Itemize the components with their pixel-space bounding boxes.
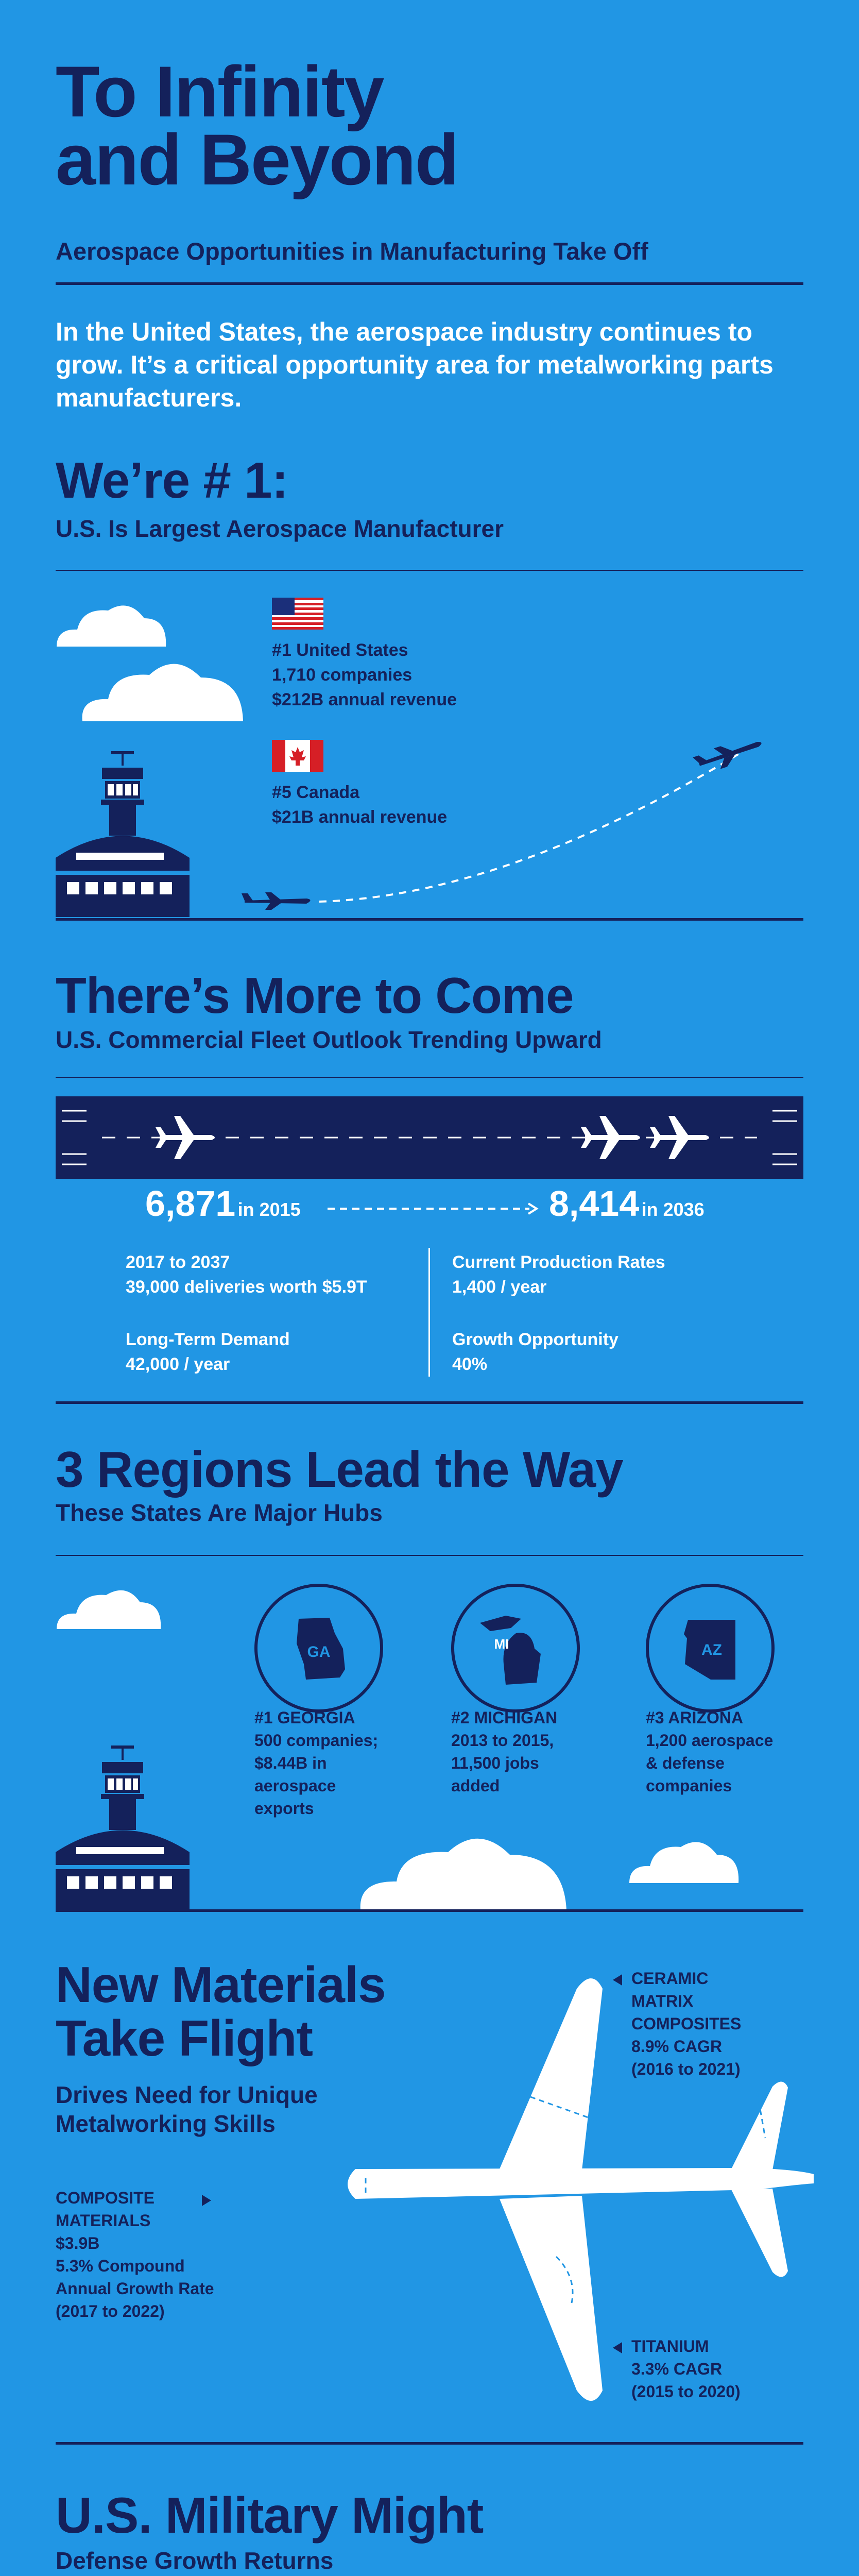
canada-revenue: $21B annual revenue [272, 807, 448, 827]
us-stats [272, 638, 457, 712]
composite-line: (2017 to 2022) [56, 2302, 165, 2320]
airplane-icon [335, 1968, 819, 2432]
cloud-icon [51, 1583, 165, 1632]
divider [56, 570, 803, 571]
fleet-2036-label: in 2036 [641, 1199, 705, 1220]
divider [56, 282, 803, 285]
runway [56, 1096, 803, 1179]
section4-subtitle-line1: Drives Need for Unique [56, 2081, 318, 2108]
small-plane-icon [692, 734, 765, 776]
georgia-stats [254, 1706, 378, 1820]
stat-deliveries-value: 39,000 deliveries worth $5.9T [126, 1277, 367, 1297]
cloud-icon [51, 598, 170, 649]
georgia-line: aerospace [254, 1776, 336, 1795]
stat-demand-title: Long-Term Demand [126, 1330, 290, 1349]
us-flag-icon [272, 598, 323, 630]
composite-name: COMPOSITE [56, 2189, 155, 2207]
section5-subtitle: Defense Growth Returns [56, 2547, 334, 2574]
michigan-abbr: MI [494, 1636, 509, 1652]
divider [56, 1555, 803, 1556]
georgia-line: $8.44B in [254, 1754, 327, 1772]
georgia-badge [254, 1584, 383, 1713]
title-line-2: and Beyond [56, 119, 458, 200]
canada-rank: #5 Canada [272, 783, 360, 802]
michigan-stats [451, 1706, 557, 1797]
section4-title-line2: Take Flight [56, 2010, 313, 2066]
stat-demand-value: 42,000 / year [126, 1354, 230, 1374]
pointer-left-icon [613, 2342, 622, 2353]
airport-tower-icon [56, 1741, 210, 1911]
arizona-abbr: AZ [701, 1641, 722, 1658]
michigan-rank: #2 MICHIGAN [451, 1708, 558, 1727]
michigan-line: added [451, 1776, 500, 1795]
cloud-icon [355, 1824, 572, 1912]
arizona-rank: #3 ARIZONA [646, 1708, 744, 1727]
ceramic-name: COMPOSITES [631, 2014, 742, 2033]
divider [56, 2442, 803, 2445]
arizona-line: & defense [646, 1754, 725, 1772]
composite-label [56, 2187, 214, 2323]
divider [56, 1077, 803, 1078]
page-subtitle: Aerospace Opportunities in Manufacturing Take Off [56, 238, 648, 265]
georgia-line: exports [254, 1799, 314, 1818]
page-title [56, 51, 458, 200]
composite-value: $3.9B [56, 2234, 100, 2252]
georgia-line: 500 companies; [254, 1731, 379, 1750]
stat-production-value: 1,400 / year [452, 1277, 547, 1297]
ceramic-label [631, 1967, 741, 2080]
section4-subtitle-line2: Metalworking Skills [56, 2110, 276, 2137]
georgia-abbr: GA [307, 1643, 331, 1660]
section3-subtitle: These States Are Major Hubs [56, 1499, 383, 1526]
georgia-map-icon [257, 1587, 380, 1709]
michigan-line: 11,500 jobs [451, 1754, 539, 1772]
cloud-icon [624, 1834, 743, 1886]
title-line-1: To Infinity [56, 51, 384, 132]
airport-tower-icon [56, 747, 210, 917]
titanium-period: (2015 to 2020) [631, 2382, 741, 2401]
stat-growth [452, 1327, 619, 1377]
fleet-2036 [549, 1183, 705, 1224]
titanium-label [631, 2335, 741, 2403]
stats-divider [428, 1248, 430, 1377]
us-companies: 1,710 companies [272, 665, 413, 685]
section1-title: We’re # 1: [56, 452, 288, 509]
arizona-badge [646, 1584, 775, 1713]
section2-subtitle: U.S. Commercial Fleet Outlook Trending Upward [56, 1026, 602, 1053]
stat-production [452, 1250, 665, 1299]
pointer-left-icon [613, 1974, 622, 1986]
fleet-2015-value: 6,871 [145, 1183, 236, 1224]
us-rank: #1 United States [272, 640, 408, 660]
michigan-map-icon [454, 1587, 577, 1709]
section4-title-line1: New Materials [56, 1956, 386, 2013]
georgia-rank: #1 GEORGIA [254, 1708, 355, 1727]
section2-title: There’s More to Come [56, 967, 574, 1024]
composite-line: 5.3% Compound [56, 2257, 185, 2275]
michigan-line: 2013 to 2015, [451, 1731, 554, 1750]
fleet-2036-value: 8,414 [549, 1183, 640, 1224]
ceramic-name: CERAMIC [631, 1969, 709, 1988]
section5-title: U.S. Military Might [56, 2487, 484, 2544]
ceramic-name: MATRIX [631, 1992, 694, 2010]
arizona-map-icon [649, 1587, 771, 1709]
flight-path [237, 721, 803, 917]
stat-production-title: Current Production Rates [452, 1252, 665, 1272]
titanium-name: TITANIUM [631, 2337, 709, 2355]
titanium-value: 3.3% CAGR [631, 2360, 723, 2378]
ceramic-value: 8.9% CAGR [631, 2037, 723, 2056]
stat-deliveries-title: 2017 to 2037 [126, 1252, 230, 1272]
pointer-right-icon [202, 2195, 211, 2206]
fleet-2015 [145, 1183, 301, 1224]
us-revenue: $212B annual revenue [272, 690, 457, 709]
arizona-line: 1,200 aerospace [646, 1731, 774, 1750]
section1-subtitle: U.S. Is Largest Aerospace Manufacturer [56, 515, 504, 542]
small-plane-icon [242, 892, 311, 910]
arrow-right-icon [328, 1202, 539, 1215]
michigan-badge [451, 1584, 580, 1713]
fleet-2015-label: in 2015 [237, 1199, 301, 1220]
stat-demand [126, 1327, 290, 1377]
composite-name: MATERIALS [56, 2211, 151, 2230]
section4-subtitle [56, 2080, 318, 2138]
ground-line [56, 1909, 803, 1912]
section3-title: 3 Regions Lead the Way [56, 1441, 623, 1498]
intro-text: In the United States, the aerospace industry continues to grow. It’s a critical opportunity area for metalworking parts manufacturers. [56, 317, 774, 412]
divider [56, 1401, 803, 1404]
stat-deliveries [126, 1250, 367, 1299]
ceramic-period: (2016 to 2021) [631, 2060, 741, 2078]
arizona-line: companies [646, 1776, 732, 1795]
cloud-icon [77, 652, 247, 724]
stat-growth-value: 40% [452, 1354, 488, 1374]
stat-growth-title: Growth Opportunity [452, 1330, 619, 1349]
composite-line: Annual Growth Rate [56, 2279, 214, 2298]
ground-line [56, 918, 803, 921]
arizona-stats [646, 1706, 773, 1797]
